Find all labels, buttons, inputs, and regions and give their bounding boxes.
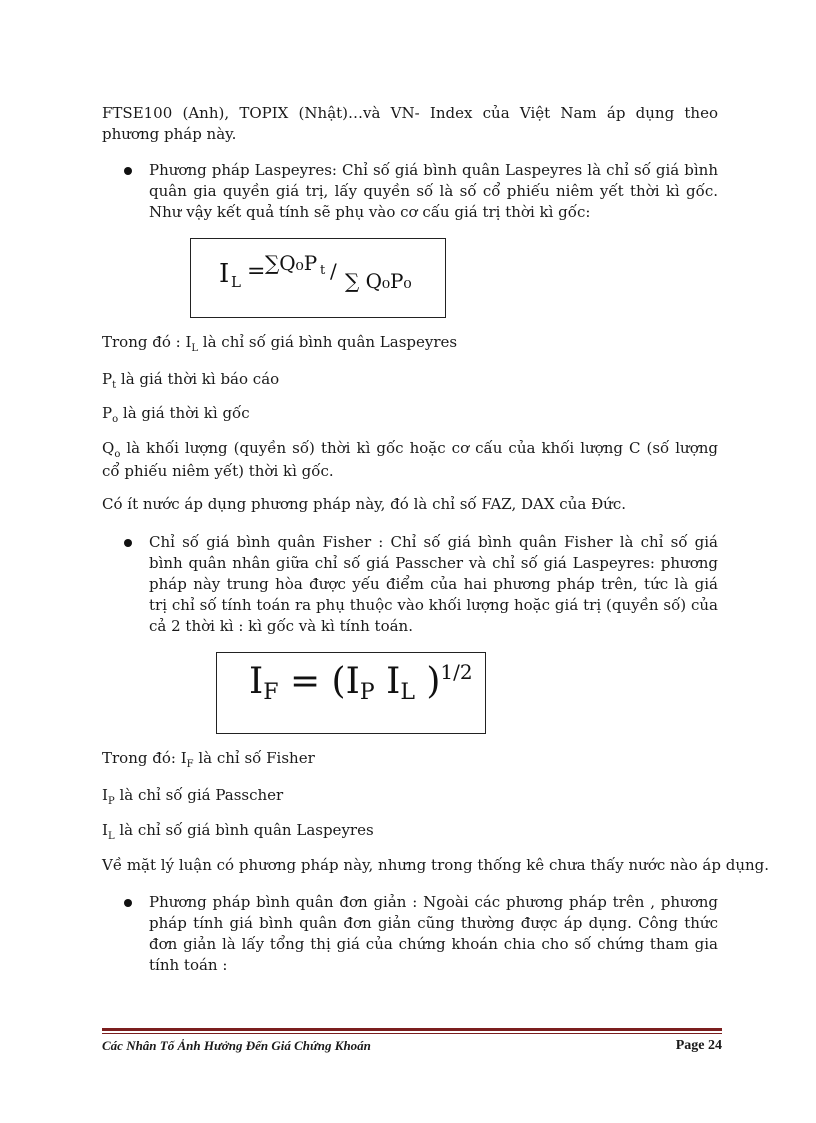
il-definition: $I_L$ là chỉ số giá bình quân Laspeyres <box>102 821 374 842</box>
footer-rule <box>102 1028 722 1031</box>
theory-paragraph: Về mặt lý luận có phương pháp này, nhưng trong thống kê chưa thấy nước nào áp dụng. <box>102 856 770 874</box>
laspeyres-bullet-text: Phương pháp Laspeyres: Chỉ số giá bình quân Laspeyres là chỉ số giá bình quân gia quyền giá trị, lấy quyền số là số cổ phiếu niêm yết thời kì gốc. Như vậy kết quả tính sẽ phụ vào cơ cấu giá trị thời kì gốc: <box>149 161 718 221</box>
footer-title: Các Nhân Tố Ảnh Hưởng Đến Giá Chứng Khoán <box>102 1038 371 1053</box>
fisher-formula: IF = (IP IL )$^{1/2}$ <box>249 660 473 705</box>
laspeyres-definition: Trong đó : $I_L$ là chỉ số giá bình quân Laspeyres <box>102 333 458 354</box>
formula-equals: = <box>247 259 266 284</box>
formula-numerator-sub: t <box>320 263 326 278</box>
few-countries-paragraph: Có ít nước áp dụng phương pháp này, đó là chỉ số FAZ, DAX của Đức. <box>102 495 627 513</box>
qo-definition: $Q_o$ là khối lượng (quyền số) thời kì gốc hoặc cơ cấu của khối lượng C (số lượng cổ phiếu niêm yết) thời kì gốc. <box>102 439 718 480</box>
fisher-formula-box <box>216 652 486 734</box>
footer-rule-thin <box>102 1033 722 1034</box>
page-number: Page 24 <box>675 1038 722 1053</box>
intro-paragraph: FTSE100 (Anh), TOPIX (Nhật)…và VN- Index của Việt Nam áp dụng theo phương pháp này. <box>102 104 718 143</box>
fisher-definition: Trong đó: $I_F$ là chỉ số Fisher <box>102 749 315 770</box>
bullet-icon <box>124 539 132 547</box>
formula-numerator: ∑Q₀P <box>265 251 318 275</box>
pt-definition: $P_t$ là giá thời kì báo cáo <box>102 370 280 391</box>
ip-definition: $I_P$ là chỉ số giá Passcher <box>102 786 284 807</box>
formula-denominator: ∑ Q₀P₀ <box>345 269 412 293</box>
simple-average-bullet-text: Phương pháp bình quân đơn giản : Ngoài các phương pháp trên , phương pháp tính giá bình quân đơn giản cũng thường được áp dụng. Công thức đơn giản là lấy tổng thị giá của chứng khoán chia cho số chứng tham gia tính toán : <box>149 893 718 974</box>
formula-lhs: I <box>219 259 230 289</box>
formula-slash: / <box>330 259 337 283</box>
bullet-icon <box>124 899 132 907</box>
po-definition: $P_o$ là giá thời kì gốc <box>102 404 250 425</box>
bullet-icon <box>124 167 132 175</box>
formula-lhs-sub: L <box>231 273 241 291</box>
fisher-bullet-text: Chỉ số giá bình quân Fisher : Chỉ số giá bình quân Fisher là chỉ số giá bình quân nhân giữa chỉ số giá Passcher và chỉ số giá Laspeyres: phương pháp này trung hòa được yếu điểm của hai phương pháp trên, tức là giá trị chỉ số tính toán ra phụ thuộc vào khối lượng hoặc giá trị (quyền số) của cả 2 thời kì : kì gốc và kì tính toán. <box>149 533 718 635</box>
laspeyres-formula-box <box>190 238 446 318</box>
